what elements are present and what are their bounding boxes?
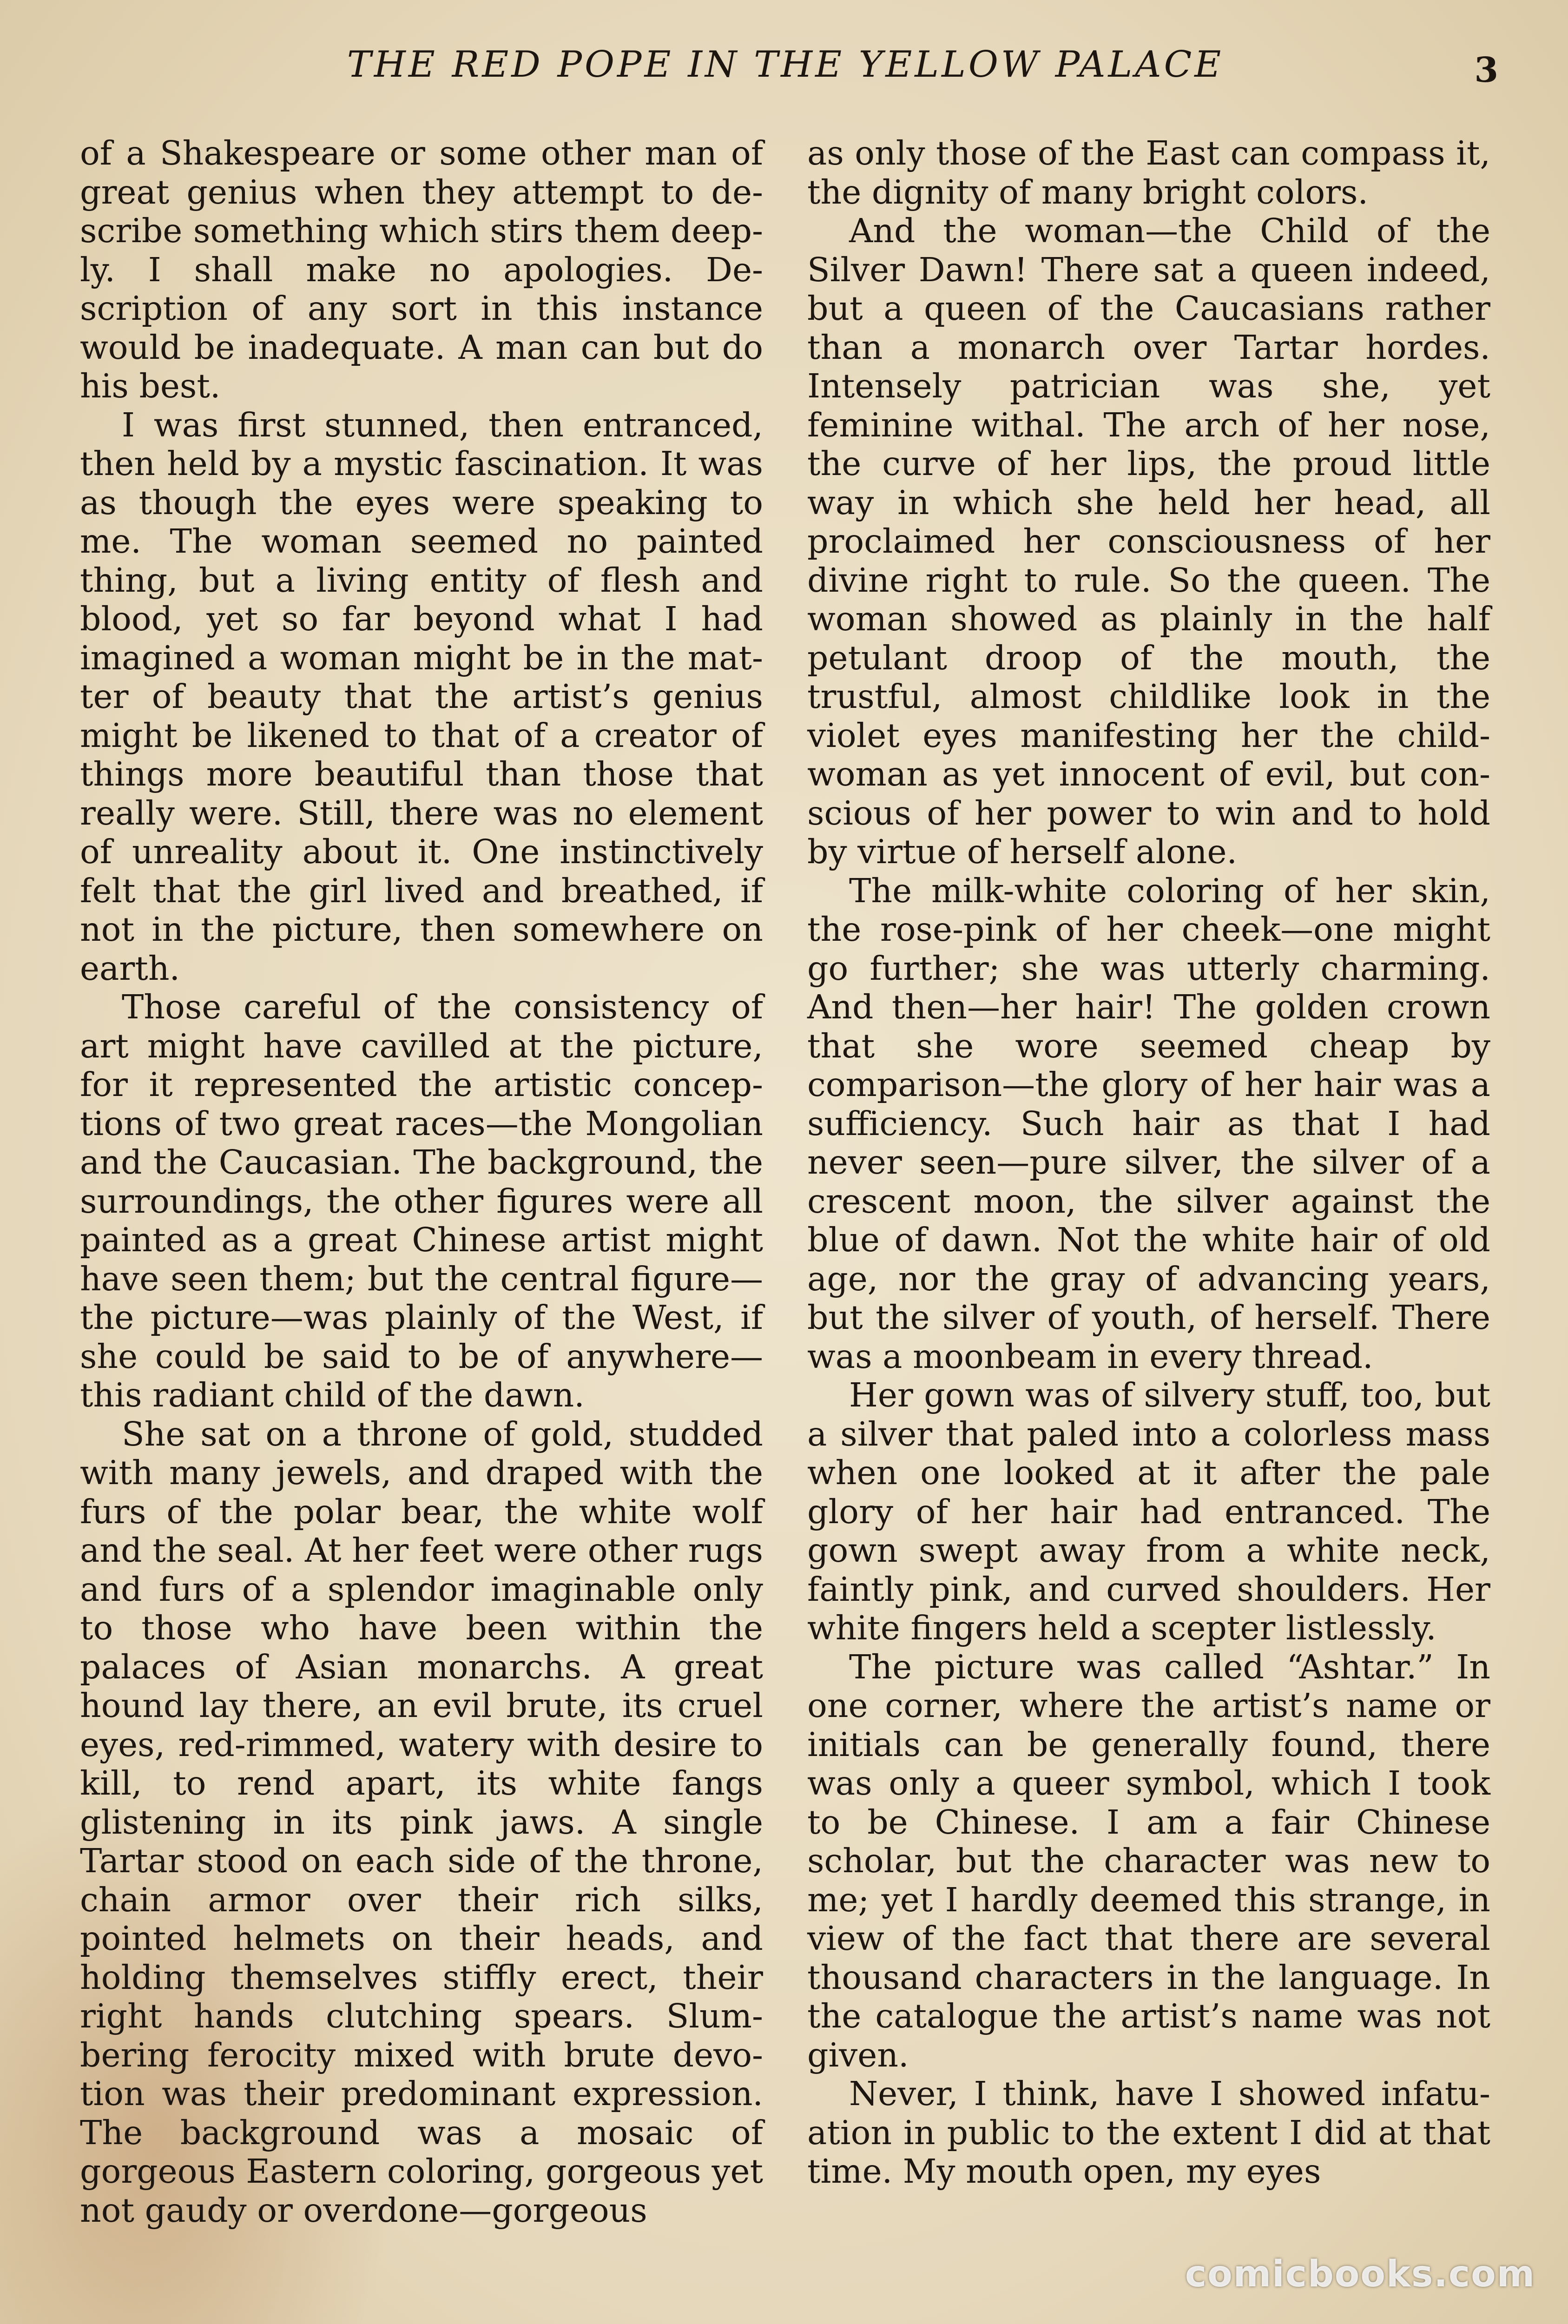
- page-number: 3: [1474, 50, 1498, 90]
- left-text-column: [80, 134, 763, 2230]
- paragraph: Never, I think, have I showed infatuation in public to the extent I did at that time. My mouth open, my eyes: [807, 2074, 1490, 2191]
- paragraph: of a Shakespeare or some other man of great genius when they attempt to describe something which stirs them deeply. I shall make no apologies. Description of any sort in this instance would be inadequate. A man can but do his best.: [80, 134, 763, 405]
- paragraph: The milk-white coloring of her skin, the rose-pink of her cheek—one might go further; she was utterly charming. And then—her hair! The golden crown that she wore seemed cheap by comparison—the glory of her hair was a sufficiency. Such hair as that I had never seen—pure silver, the silver of a crescent moon, the silver against the blue of dawn. Not the white hair of old age, nor the gray of advancing years, but the silver of youth, of herself. There was a moonbeam in every thread.: [807, 871, 1490, 1376]
- paragraph: Those careful of the consistency of art might have cavilled at the picture, for it represented the artistic conceptions of two great races—the Mongolian and the Caucasian. The background, the surroundings, the other figures were all painted as a great Chinese artist might have seen them; but the central figure—the picture—was plainly of the West, if she could be said to be of anywhere—this radiant child of the dawn.: [80, 988, 763, 1414]
- paragraph: as only those of the East can compass it, the dignity of many bright colors.: [807, 134, 1490, 211]
- paragraph: And the woman—the Child of the Silver Dawn! There sat a queen indeed, but a queen of the Caucasians rather than a monarch over Tartar hordes. Intensely patrician was she, yet feminine withal. The arch of her nose, the curve of her lips, the proud little way in which she held her head, all proclaimed her consciousness of her divine right to rule. So the queen. The woman showed as plainly in the half petulant droop of the mouth, the trustful, almost childlike look in the violet eyes manifesting her the child-woman as yet innocent of evil, but conscious of her power to win and to hold by virtue of herself alone.: [807, 211, 1490, 871]
- right-text-column: [807, 134, 1490, 2191]
- paragraph: I was first stunned, then entranced, then held by a mystic fascination. It was as though the eyes were speaking to me. The woman seemed no painted thing, but a living entity of flesh and blood, yet so far beyond what I had imagined a woman might be in the matter of beauty that the artist’s genius might be likened to that of a creator of things more beautiful than those that really were. Still, there was no element of unreality about it. One instinctively felt that the girl lived and breathed, if not in the picture, then somewhere on earth.: [80, 405, 763, 988]
- running-header: THE RED POPE IN THE YELLOW PALACE: [347, 44, 1224, 86]
- paragraph: Her gown was of silvery stuff, too, but a silver that paled into a colorless mass when one looked at it after the pale glory of her hair had entranced. The gown swept away from a white neck, faintly pink, and curved shoulders. Her white fingers held a scepter listlessly.: [807, 1376, 1490, 1647]
- paragraph: The picture was called “Ashtar.” In one corner, where the artist’s name or initials can be generally found, there was only a queer symbol, which I took to be Chinese. I am a fair Chinese scholar, but the character was new to me; yet I hardly deemed this strange, in view of the fact that there are several thousand characters in the language. In the catalogue the artist’s name was not given.: [807, 1647, 1490, 2074]
- site-watermark: comicbooks.com: [1185, 2253, 1535, 2295]
- paragraph: She sat on a throne of gold, studded with many jewels, and draped with the furs of the polar bear, the white wolf and the seal. At her feet were other rugs and furs of a splendor imaginable only to those who have been within the palaces of Asian monarchs. A great hound lay there, an evil brute, its cruel eyes, red-rimmed, watery with desire to kill, to rend apart, its white fangs glistening in its pink jaws. A single Tartar stood on each side of the throne, chain armor over their rich silks, pointed helmets on their heads, and holding themselves stiffly erect, their right hands clutching spears. Slumbering ferocity mixed with brute devotion was their predominant expression. The background was a mosaic of gorgeous Eastern coloring, gorgeous yet not gaudy or overdone—gorgeous: [80, 1414, 763, 2230]
